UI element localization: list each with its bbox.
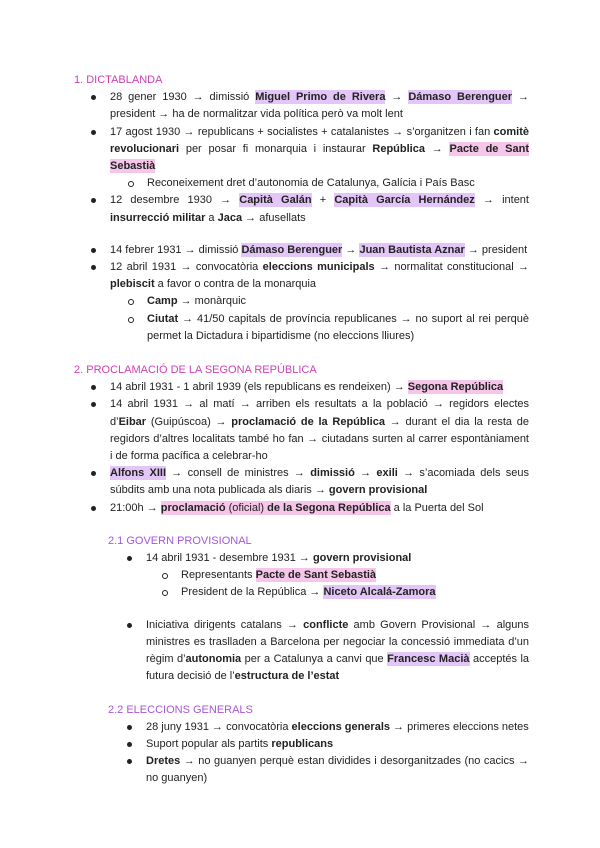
- item-text: [146, 753, 529, 787]
- section: [74, 72, 529, 345]
- bold-term: Dretes: [146, 755, 181, 768]
- item-group: [74, 89, 529, 227]
- section-heading: 2. PROCLAMACIÓ DE LA SEGONA REPÚBLICA: [74, 364, 317, 377]
- item-group: [74, 550, 529, 602]
- sub-list-item: [147, 311, 529, 345]
- highlighted-term: proclamació: [160, 501, 226, 514]
- bold-term: Ciutat: [147, 312, 179, 325]
- text-run: → monàrquic: [177, 295, 247, 308]
- text-run: → s’acomiada dels seus súbdits amb una nota publicada als diaris →: [110, 467, 529, 497]
- text-run: →: [354, 467, 377, 480]
- text-run: 28 gener 1930 → dimissió: [110, 91, 256, 104]
- item-text: [146, 719, 529, 736]
- text-run: Iniciativa dirigents catalans →: [146, 618, 304, 631]
- text-run: President de la República →: [181, 586, 324, 599]
- bold-term: govern provisional: [328, 484, 428, 497]
- list-item: [110, 396, 529, 465]
- sub-list-item: [147, 175, 529, 192]
- text-run: a favor o contra de la monarquia: [154, 278, 317, 291]
- list-item: [110, 500, 529, 517]
- text-run: 12 abril 1931 → convocatòria: [110, 261, 263, 274]
- bold-term: Camp: [147, 295, 178, 308]
- bold-term: exili: [376, 467, 398, 480]
- text-run: amb Govern Provisional → alguns ministres es traslladen a Barcelona per negociar la concessió immediata d’un règim d’: [146, 618, 530, 666]
- bullet-icon: [127, 623, 132, 628]
- item-group: [74, 242, 529, 345]
- bold-term: dimissió: [310, 467, 355, 480]
- bold-term: autonomia: [185, 653, 242, 666]
- text-run: Representants: [181, 569, 256, 582]
- text-run: → 41/50 capitals de província republicanes → no suport al rei perquè permet la Dictadura i bipartidisme (no eleccions lliures): [147, 312, 529, 342]
- text-run: Reconeixement dret d’autonomia de Catalunya, Galícia i País Basc: [147, 177, 475, 190]
- text-run: Suport popular als partits: [146, 737, 272, 750]
- list-item: [146, 550, 529, 602]
- bold-term: proclamació de la República: [231, 415, 385, 428]
- highlighted-term: Alfons XIII: [110, 467, 167, 480]
- item-text: [110, 500, 529, 517]
- subsection-heading: 2.2 ELECCIONS GENERALS: [108, 703, 253, 716]
- hollow-bullet-icon: [128, 181, 134, 187]
- item-text: [110, 396, 529, 465]
- item-text: [110, 124, 529, 176]
- text-run: +: [311, 194, 335, 207]
- item-text: [146, 617, 529, 686]
- highlighted-term: Capità García Hernández: [334, 194, 475, 207]
- text-run: → president: [464, 243, 528, 256]
- item-text: [110, 259, 529, 293]
- item-text: [146, 550, 529, 567]
- sub-list-item: [181, 584, 529, 601]
- text-run: 14 abril 1931 - 1 abril 1939 (els republicans es rendeixen) →: [110, 381, 408, 394]
- item-text: [147, 175, 529, 192]
- list-item: [110, 124, 529, 193]
- text-run: → durant el dia la resta de regidors d’altres localitats també ho fan → ciutadans surten al carrer espontàniament i de forma pacífica a celebrar-ho: [110, 415, 529, 463]
- bold-term: insurrecció militar: [110, 211, 206, 224]
- highlighted-term: Niceto Alcalá-Zamora: [323, 586, 436, 599]
- highlighted-term: Pacte de Sant Sebastià: [110, 142, 529, 173]
- text-run: acceptés la futura decisió de l’: [146, 653, 530, 683]
- bold-term: republicans: [271, 737, 334, 750]
- text-run: →: [342, 243, 360, 256]
- text-run: → afusellats: [242, 211, 306, 224]
- text-run: per a Catalunya a canvi que: [241, 653, 388, 666]
- text-run: a: [205, 211, 218, 224]
- item-text: [147, 293, 529, 310]
- sub-list-item: [181, 567, 529, 584]
- highlighted-term: Francesc Macià: [387, 653, 470, 666]
- bullet-icon: [91, 248, 96, 253]
- text-run: → no guanyen perquè estan dividides i desorganitzades (no cacics → no guanyen): [146, 755, 529, 785]
- list-item: [110, 89, 529, 123]
- item-text: [181, 584, 529, 601]
- hollow-bullet-icon: [128, 317, 134, 323]
- item-text: [110, 465, 529, 499]
- sub-list-item: [147, 293, 529, 310]
- bullet-icon: [91, 198, 96, 203]
- highlighted-term: de la Segona República: [267, 501, 391, 514]
- bold-term: Jaca: [217, 211, 243, 224]
- highlighted-term: Capità Galán: [239, 194, 312, 207]
- list-item: [110, 259, 529, 345]
- list-item: [146, 719, 529, 736]
- item-group: [74, 379, 529, 517]
- text-run: → primeres eleccions netes: [390, 720, 529, 733]
- bullet-icon: [91, 471, 96, 476]
- bold-term: plebiscit: [110, 278, 155, 291]
- bullet-icon: [91, 402, 96, 407]
- item-group: [74, 617, 529, 686]
- text-run: (Guipúscoa) →: [146, 415, 232, 428]
- section: [74, 362, 529, 787]
- item-text: [110, 379, 529, 396]
- item-text: [147, 311, 529, 345]
- highlighted-term: Segona República: [407, 381, 504, 394]
- highlighted-term: Pacte de Sant Sebastià: [255, 569, 377, 582]
- item-group: [74, 719, 529, 788]
- text-run: →: [424, 142, 450, 155]
- text-run: 14 abril 1931 → al matí → arriben els resultats a la població → regidors electes d’: [110, 398, 529, 428]
- bold-term: eleccions generals: [291, 720, 390, 733]
- text-run: →: [385, 91, 409, 104]
- bullet-icon: [127, 556, 132, 561]
- bullet-icon: [91, 95, 96, 100]
- hollow-bullet-icon: [128, 299, 134, 305]
- bold-term: eleccions municipals: [262, 261, 375, 274]
- bold-term: Eibar: [118, 415, 147, 428]
- list-item: [110, 465, 529, 499]
- list-item: [146, 753, 529, 787]
- document-page: [74, 72, 529, 788]
- text-run: → consell de ministres →: [166, 467, 311, 480]
- text-run: per posar fi monarquia i instaurar: [179, 142, 373, 155]
- text-run: 21:00h →: [110, 501, 161, 514]
- list-item: [146, 617, 529, 686]
- subsection: [74, 533, 529, 686]
- bullet-icon: [91, 130, 96, 135]
- bold-term: comitè revolucionari: [110, 125, 529, 155]
- subsection: [74, 702, 529, 788]
- bullet-icon: [91, 265, 96, 270]
- bullet-icon: [91, 385, 96, 390]
- highlighted-term: Dámaso Berenguer: [241, 243, 343, 256]
- bullet-icon: [91, 506, 96, 511]
- highlighted-term: Miguel Primo de Rivera: [255, 91, 386, 104]
- text-run: 14 febrer 1931 → dimissió: [110, 243, 242, 256]
- bold-term: govern provisional: [312, 552, 412, 565]
- text-run: 14 abril 1931 - desembre 1931 →: [146, 552, 313, 565]
- section-heading: 1. DICTABLANDA: [74, 74, 163, 86]
- subsection-heading: 2.1 GOVERN PROVISIONAL: [108, 534, 252, 547]
- text-run: → president → ha de normalitzar vida política però va molt lent: [110, 91, 529, 121]
- highlighted-term: Dámaso Berenguer: [408, 91, 513, 104]
- text-run: a la Puerta del Sol: [390, 501, 484, 514]
- list-item: [146, 736, 529, 753]
- text-run: → intent: [474, 194, 529, 207]
- list-item: [110, 192, 529, 226]
- text-run: 28 juny 1931 → convocatòria: [146, 720, 292, 733]
- bullet-icon: [127, 742, 132, 747]
- bold-term: conflicte: [303, 618, 349, 631]
- hollow-bullet-icon: [162, 590, 168, 596]
- hollow-bullet-icon: [162, 573, 168, 579]
- bullet-icon: [127, 759, 132, 764]
- list-item: [110, 379, 529, 396]
- bold-term: estructura de l’estat: [234, 670, 340, 683]
- highlighted-term: Juan Bautista Aznar: [359, 243, 465, 256]
- item-text: [110, 89, 529, 123]
- text-run: 12 desembre 1930 →: [110, 194, 240, 207]
- highlighted-term: (oficial): [225, 501, 268, 514]
- bullet-icon: [127, 725, 132, 730]
- list-item: [110, 242, 529, 259]
- bold-term: República: [372, 142, 425, 155]
- text-run: → normalitat constitucional →: [374, 261, 530, 274]
- item-text: [110, 192, 529, 226]
- item-text: [110, 242, 529, 259]
- text-run: 17 agost 1930 → republicans + socialistes + catalanistes → s’organitzen i fan: [110, 125, 494, 138]
- item-text: [146, 736, 529, 753]
- item-text: [181, 567, 529, 584]
